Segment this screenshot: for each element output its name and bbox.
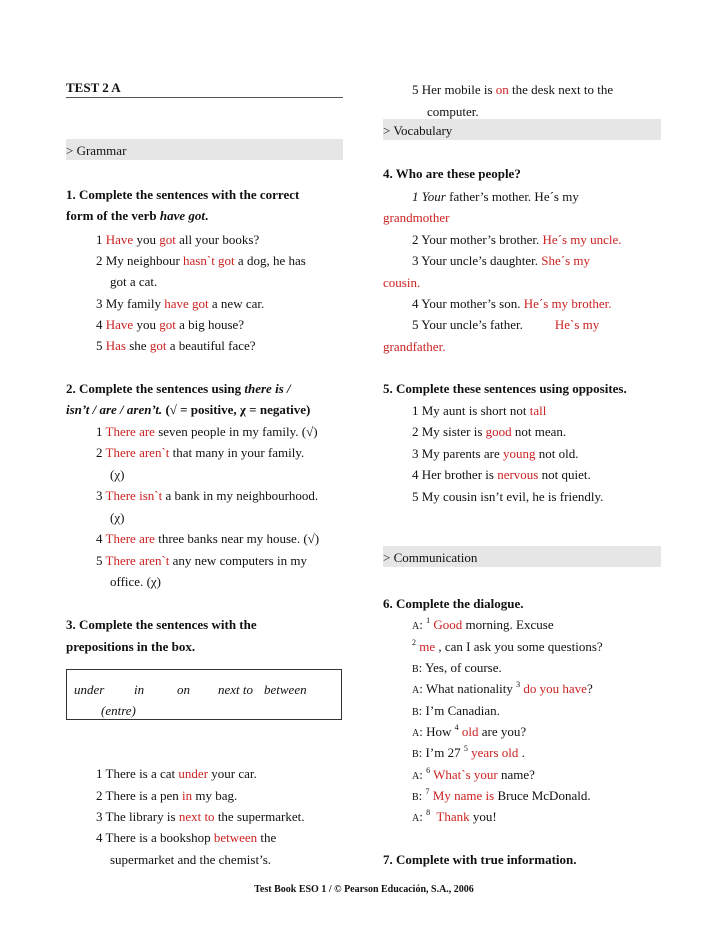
ex1-title-line1: 1. Complete the sentences with the correct bbox=[66, 187, 300, 202]
ex2-item-5: 5 There aren`t any new computers in my bbox=[96, 553, 307, 568]
prepositions-box bbox=[66, 669, 342, 720]
ex2-item-5-cont: office. (χ) bbox=[110, 574, 162, 589]
ex2-title-line2: isn’t / are / aren’t. (√ = positive, χ = negative) bbox=[66, 402, 311, 417]
ex2-title-line1: 2. Complete the sentences using there is / bbox=[66, 381, 291, 396]
ex2-item-2: 2 There aren`t that many in your family. bbox=[96, 445, 305, 460]
test-title: TEST 2 A bbox=[66, 80, 121, 95]
grammar-heading: > Grammar bbox=[66, 143, 127, 158]
dialogue-line-7: B: I’m 27 $^5$ years old . bbox=[412, 744, 525, 760]
ex2-item-2-cont: (χ) bbox=[110, 467, 125, 482]
ex4-item-3: 3 Your uncle’s daughter. She´s my bbox=[412, 253, 591, 268]
ex1-item-3: 3 My family have got a new car. bbox=[96, 296, 265, 311]
ex5-item-3: 3 My parents are young not old. bbox=[412, 446, 579, 461]
ex1-title-line2: form of the verb have got. bbox=[66, 208, 209, 223]
box-word-in: in bbox=[134, 682, 145, 697]
ex5-item-1: 1 My aunt is short not tall bbox=[412, 403, 547, 418]
dialogue-line-2: $^2$ me , can I ask you some questions? bbox=[412, 638, 603, 654]
ex2-item-4: 4 There are three banks near my house. (√) bbox=[96, 531, 320, 546]
dialogue-line-10: A: $^8$ Thank you! bbox=[412, 808, 497, 824]
communication-section-band bbox=[383, 546, 661, 567]
ex7-title: 7. Complete with true information. bbox=[383, 852, 577, 867]
ex4-item-1: 1 Your father’s mother. He´s my bbox=[412, 189, 579, 204]
box-word-between: between bbox=[264, 682, 307, 697]
ex3-item-5: 5 Her mobile is on the desk next to the bbox=[412, 82, 614, 97]
page-footer: Test Book ESO 1 / © Pearson Educación, S.A., 2006 bbox=[254, 884, 474, 895]
title-rule bbox=[66, 97, 343, 98]
ex3-item-1: 1 There is a cat under your car. bbox=[96, 766, 257, 781]
ex3-item-4: 4 There is a bookshop between the bbox=[96, 830, 277, 845]
vocabulary-heading: > Vocabulary bbox=[383, 123, 453, 138]
box-note: (entre) bbox=[101, 703, 136, 718]
box-word-under: under bbox=[74, 682, 105, 697]
ex4-item-5: 5 Your uncle’s father. He`s my bbox=[412, 317, 600, 332]
ex5-item-4: 4 Her brother is nervous not quiet. bbox=[412, 467, 591, 482]
dialogue-line-6: A: How $^4$ old are you? bbox=[412, 723, 527, 739]
box-word-next-to: next to bbox=[218, 682, 254, 697]
dialogue-line-1: A: $^1$ Good morning. Excuse bbox=[412, 616, 554, 632]
ex5-item-2: 2 My sister is good not mean. bbox=[412, 424, 567, 439]
ex1-item-1: 1 Have you got all your books? bbox=[96, 232, 260, 247]
box-word-on: on bbox=[177, 682, 190, 697]
ex3-item-4-cont: supermarket and the chemist’s. bbox=[110, 852, 272, 867]
ex5-item-5: 5 My cousin isn’t evil, he is friendly. bbox=[412, 489, 604, 504]
ex6-title: 6. Complete the dialogue. bbox=[383, 596, 524, 611]
ex3-title-line2: prepositions in the box. bbox=[66, 639, 196, 654]
ex3-item-5-cont: computer. bbox=[427, 104, 479, 119]
ex5-title: 5. Complete these sentences using opposites. bbox=[383, 381, 627, 396]
ex3-title-line1: 3. Complete the sentences with the bbox=[66, 617, 257, 632]
grammar-section-band bbox=[66, 139, 343, 160]
vocabulary-section-band bbox=[383, 119, 661, 140]
ex4-item-2: 2 Your mother’s brother. He´s my uncle. bbox=[412, 232, 622, 247]
ex4-item-4: 4 Your mother’s son. He´s my brother. bbox=[412, 296, 612, 311]
ex4-title: 4. Who are these people? bbox=[383, 166, 521, 181]
dialogue-line-3: B: Yes, of course. bbox=[412, 660, 502, 675]
ex1-item-5: 5 Has she got a beautiful face? bbox=[96, 338, 256, 353]
ex1-item-2-cont: got a cat. bbox=[110, 274, 158, 289]
ex4-answer-3-cont: cousin. bbox=[383, 275, 421, 290]
ex4-answer-5-cont: grandfather. bbox=[383, 339, 446, 354]
dialogue-line-5: B: I’m Canadian. bbox=[412, 703, 500, 718]
dialogue-line-9: B: $^7$ My name is Bruce McDonald. bbox=[412, 787, 591, 803]
dialogue-line-8: A: $^6$ What`s your name? bbox=[412, 766, 535, 782]
ex3-item-3: 3 The library is next to the supermarket. bbox=[96, 809, 305, 824]
ex3-item-2: 2 There is a pen in my bag. bbox=[96, 788, 238, 803]
ex4-answer-1: grandmother bbox=[383, 210, 450, 225]
ex2-item-3-cont: (χ) bbox=[110, 510, 125, 525]
ex1-item-4: 4 Have you got a big house? bbox=[96, 317, 245, 332]
communication-heading: > Communication bbox=[383, 550, 478, 565]
dialogue-line-4: A: What nationality $^3$ do you have? bbox=[412, 680, 593, 696]
ex2-item-3: 3 There isn`t a bank in my neighbourhood. bbox=[96, 488, 319, 503]
ex2-item-1: 1 There are seven people in my family. (√) bbox=[96, 424, 318, 439]
ex1-item-2: 2 My neighbour hasn`t got a dog, he has bbox=[96, 253, 306, 268]
